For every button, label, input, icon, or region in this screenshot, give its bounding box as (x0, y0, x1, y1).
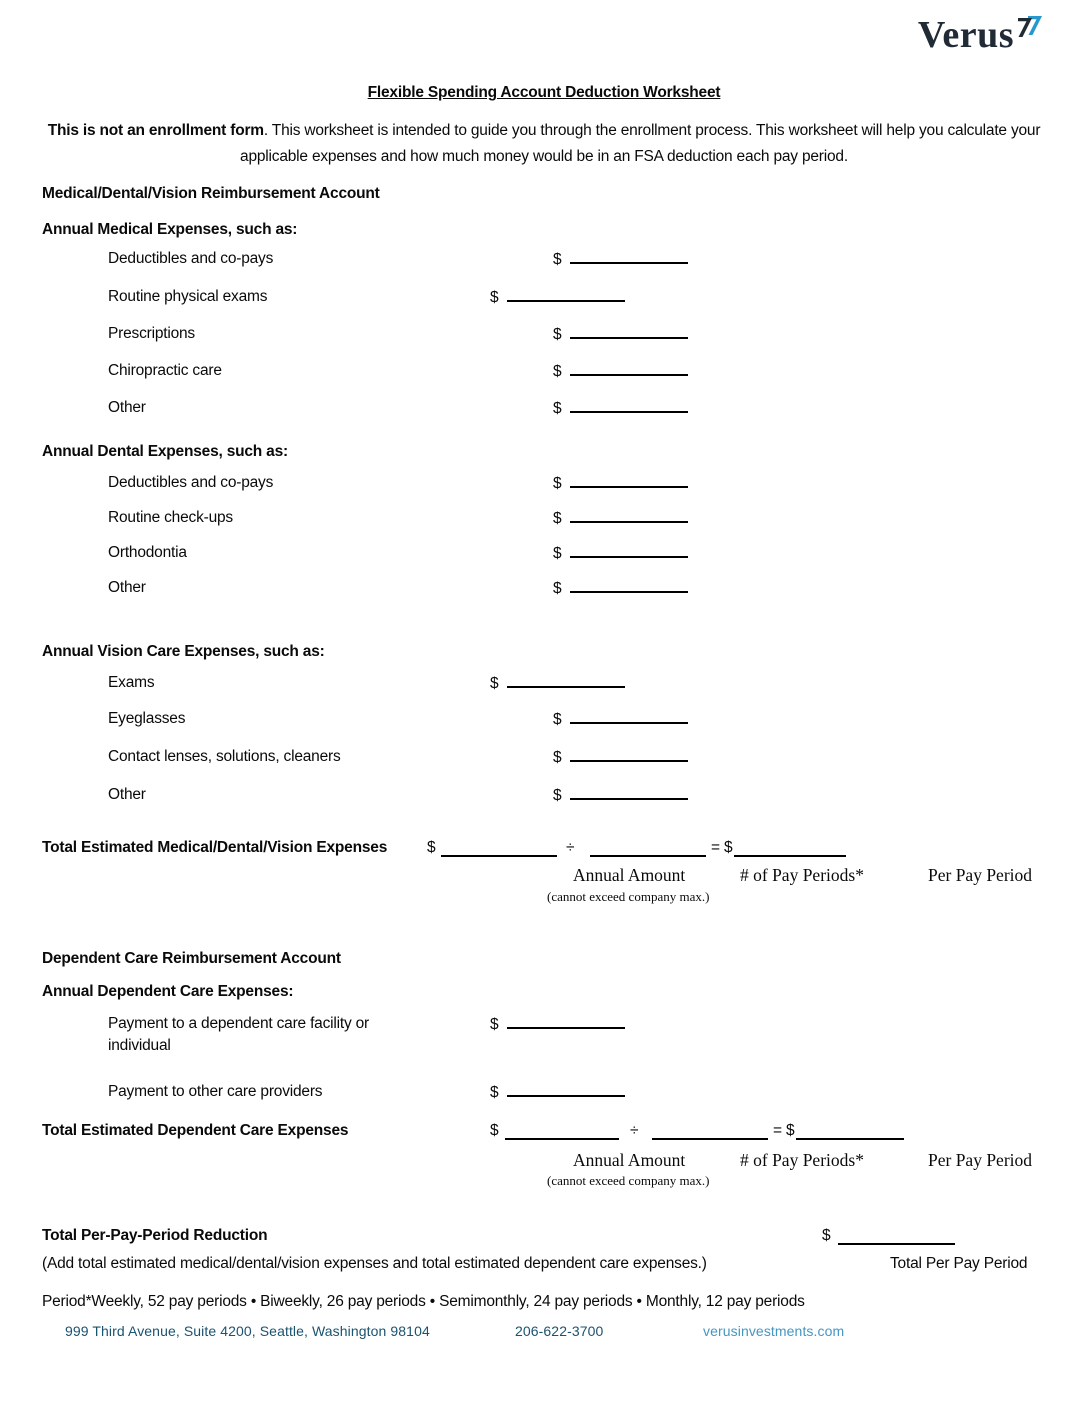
pay-periods-label: # of Pay Periods* (740, 865, 864, 885)
pay-periods-blank[interactable] (652, 1122, 768, 1140)
amount-blank-line[interactable] (570, 507, 688, 523)
expense-item-label: Chiropractic care (108, 362, 222, 379)
amount-field (490, 286, 625, 307)
footer (0, 1323, 1088, 1345)
amount-field (553, 397, 688, 418)
reduction-add-note: (Add total estimated medical/dental/vision expenses and total estimated dependent care expenses.) (42, 1255, 707, 1272)
dollar-sign: $ (553, 326, 562, 343)
amount-field (553, 708, 688, 729)
expense-item-label: Other (108, 399, 146, 416)
per-pay-period-blank[interactable] (734, 839, 846, 857)
intro-body: . This worksheet is intended to guide you through the enrollment process. This worksheet will help you calculate your applicable expenses and how much money would be in an FSA deduction each pay period. (240, 122, 1041, 165)
amount-blank-line[interactable] (570, 746, 688, 762)
total-mdv-row (0, 839, 1088, 865)
expense-item-label: Routine check-ups (108, 509, 233, 526)
logo-arrows-icon (1016, 15, 1052, 39)
total-dependent-row (0, 1122, 1088, 1148)
expense-item-label: Deductibles and co-pays (108, 250, 274, 267)
dollar-sign: $ (553, 251, 562, 268)
dollar-sign: $ (553, 363, 562, 380)
annual-amount-blank[interactable] (505, 1122, 619, 1140)
logo-text: Verus (917, 14, 1014, 56)
per-pay-period-blank[interactable] (796, 1122, 904, 1140)
amount-blank-line[interactable] (507, 1013, 625, 1029)
dollar-sign: $ (490, 289, 499, 306)
dollar-sign: $ (553, 400, 562, 417)
total-mdv-column-labels (0, 865, 1088, 889)
pay-period-legend: Period*Weekly, 52 pay periods • Biweekly, 26 pay periods • Semimonthly, 24 pay periods • Monthly, 12 pay periods (42, 1293, 805, 1310)
dollar-sign: $ (553, 580, 562, 597)
annual-amount-label: Annual Amount (573, 865, 686, 885)
amount-field (490, 1081, 625, 1102)
amount-field (553, 542, 688, 563)
amount-blank-line[interactable] (570, 248, 688, 264)
intro-bold-lead: This is not an enrollment form (47, 122, 264, 139)
expense-item-label: Orthodontia (108, 544, 187, 561)
amount-field (553, 577, 688, 598)
amount-field (553, 507, 688, 528)
total-per-pay-period-label: Total Per Pay Period (890, 1255, 1028, 1272)
intro-paragraph (40, 118, 1048, 170)
expense-item-label: Other (108, 786, 146, 803)
expense-item-label: Deductibles and co-pays (108, 474, 274, 491)
expense-item-label: Prescriptions (108, 325, 195, 342)
company-max-note: (cannot exceed company max.) (547, 1173, 710, 1188)
subheading-vision-expenses: Annual Vision Care Expenses, such as: (42, 643, 325, 660)
page-title: Flexible Spending Account Deduction Worksheet (367, 84, 721, 101)
expense-item-label: Exams (108, 674, 155, 691)
amount-field (553, 248, 688, 269)
amount-field (490, 1013, 625, 1034)
footer-website-link[interactable]: verusinvestments.com (703, 1323, 845, 1339)
amount-blank-line[interactable] (570, 542, 688, 558)
amount-blank-line[interactable] (507, 672, 625, 688)
amount-blank-line[interactable] (507, 1081, 625, 1097)
amount-field (553, 472, 688, 493)
expense-item-label: Eyeglasses (108, 710, 186, 727)
section-heading-mdv-account: Medical/Dental/Vision Reimbursement Account (42, 185, 380, 202)
footer-address: 999 Third Avenue, Suite 4200, Seattle, Washington 98104 (65, 1323, 430, 1339)
total-reduction-label: Total Per-Pay-Period Reduction (42, 1227, 268, 1244)
amount-field (490, 672, 625, 693)
equals-dollar-sign: = $ (773, 1122, 795, 1139)
footer-phone: 206-622-3700 (515, 1323, 604, 1339)
per-pay-period-label: Per Pay Period (928, 865, 1033, 885)
dollar-sign: $ (427, 839, 436, 856)
total-mdv-label: Total Estimated Medical/Dental/Vision Expenses (42, 839, 388, 856)
pay-periods-blank[interactable] (590, 839, 706, 857)
amount-blank-line[interactable] (507, 286, 625, 302)
amount-blank-line[interactable] (570, 323, 688, 339)
expense-item-label: Contact lenses, solutions, cleaners (108, 748, 341, 765)
total-reduction-row (0, 1227, 1088, 1253)
amount-blank-line[interactable] (570, 472, 688, 488)
pay-periods-label: # of Pay Periods* (740, 1150, 864, 1170)
divide-sign: ÷ (566, 839, 575, 856)
amount-blank-line[interactable] (570, 577, 688, 593)
expense-item-label: Payment to other care providers (108, 1083, 323, 1100)
amount-field (553, 784, 688, 805)
total-dependent-column-labels (0, 1150, 1088, 1174)
dollar-sign: $ (553, 787, 562, 804)
amount-field (553, 323, 688, 344)
amount-field (553, 746, 688, 767)
logo (918, 16, 1052, 54)
subheading-dental-expenses: Annual Dental Expenses, such as: (42, 443, 288, 460)
dollar-sign: $ (553, 749, 562, 766)
divide-sign: ÷ (630, 1122, 639, 1139)
equals-dollar-sign: = $ (711, 839, 733, 856)
dollar-sign: $ (822, 1227, 831, 1244)
subheading-medical-expenses: Annual Medical Expenses, such as: (42, 221, 298, 238)
total-dependent-label: Total Estimated Dependent Care Expenses (42, 1122, 349, 1139)
expense-item-label: Routine physical exams (108, 288, 268, 305)
amount-field (553, 360, 688, 381)
total-reduction-blank[interactable] (838, 1227, 955, 1245)
annual-amount-blank[interactable] (441, 839, 557, 857)
per-pay-period-label: Per Pay Period (928, 1150, 1033, 1170)
dollar-sign: $ (553, 545, 562, 562)
amount-blank-line[interactable] (570, 360, 688, 376)
subheading-dependent-expenses: Annual Dependent Care Expenses: (42, 983, 294, 1000)
annual-amount-label: Annual Amount (573, 1150, 686, 1170)
expense-item-label: Payment to a dependent care facility or individual (108, 1015, 370, 1054)
dollar-sign: $ (553, 510, 562, 527)
amount-blank-line[interactable] (570, 397, 688, 413)
amount-blank-line[interactable] (570, 784, 688, 800)
dollar-sign: $ (553, 711, 562, 728)
section-heading-dependent-account: Dependent Care Reimbursement Account (42, 950, 341, 967)
dollar-sign: $ (490, 1016, 499, 1033)
expense-item-label: Other (108, 579, 146, 596)
dollar-sign: $ (490, 1122, 499, 1139)
amount-blank-line[interactable] (570, 708, 688, 724)
dollar-sign: $ (490, 1084, 499, 1101)
dollar-sign: $ (490, 675, 499, 692)
company-max-note: (cannot exceed company max.) (547, 889, 710, 904)
dollar-sign: $ (553, 475, 562, 492)
